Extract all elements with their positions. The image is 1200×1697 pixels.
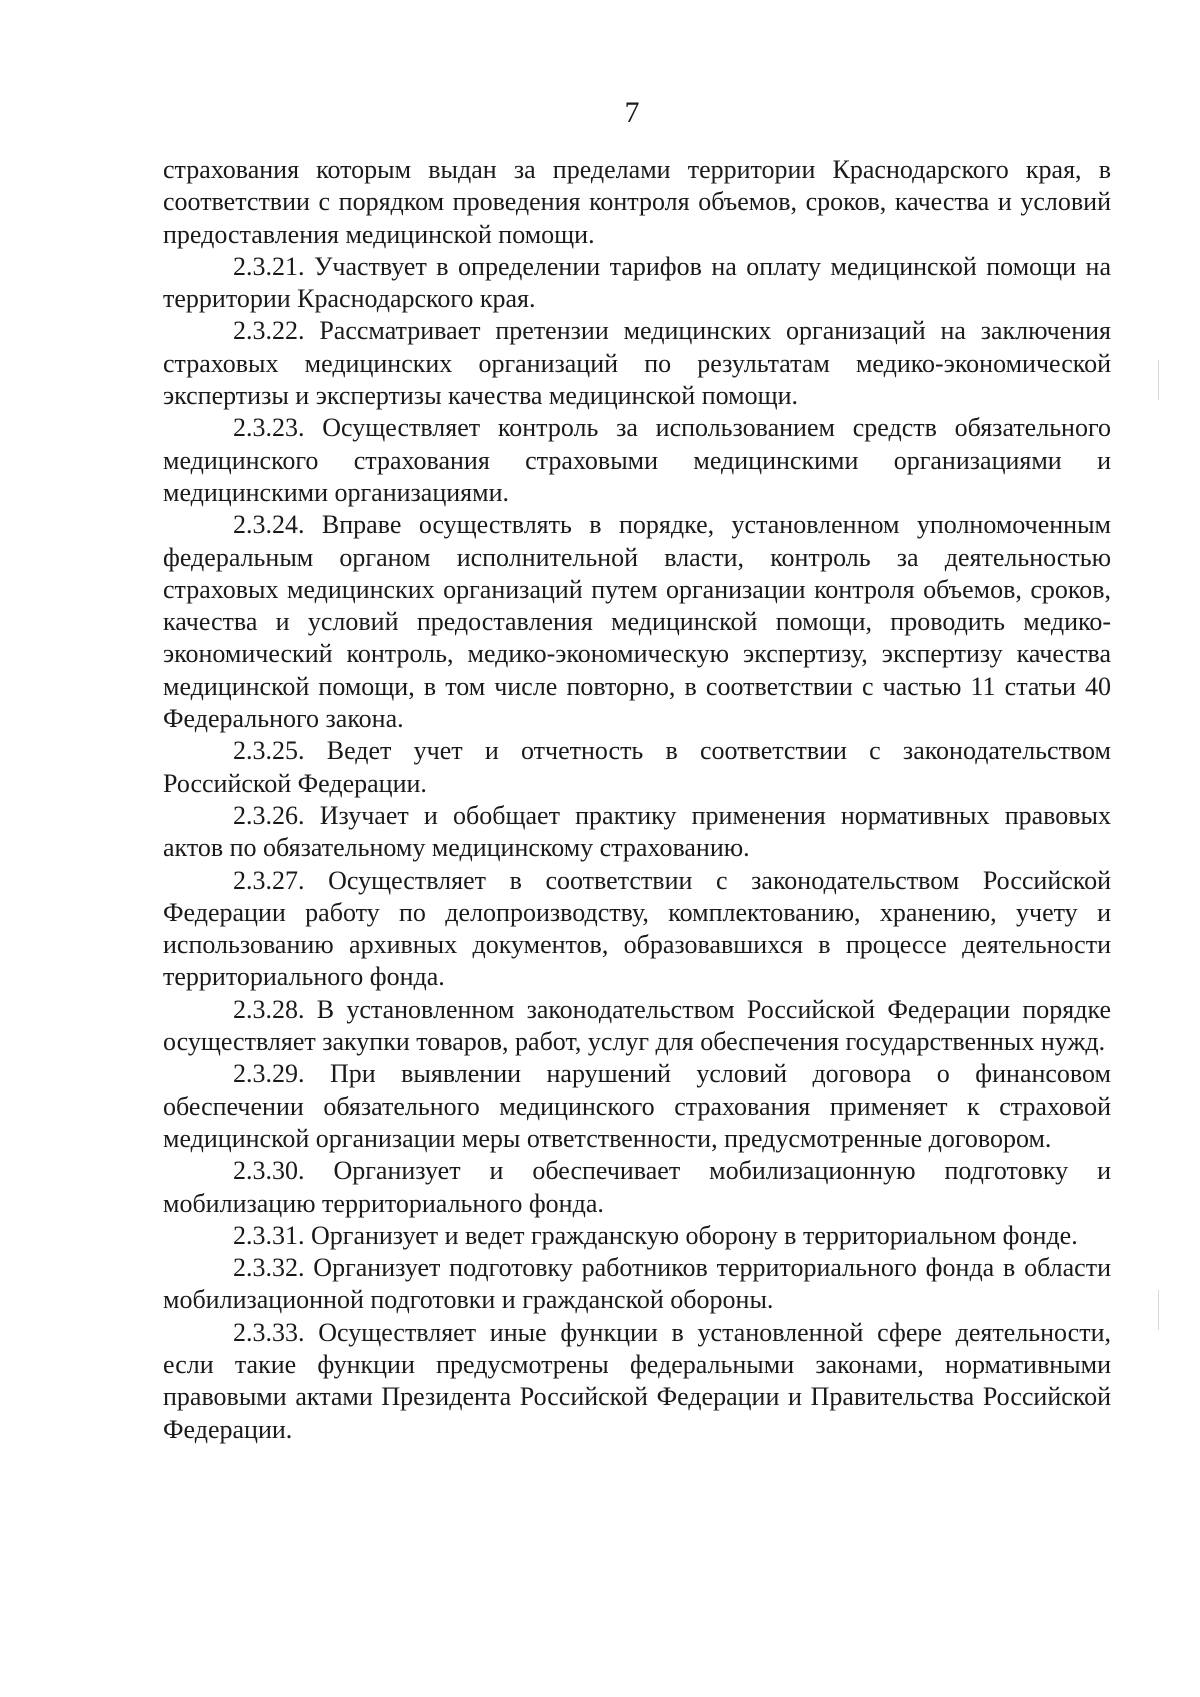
paragraph-2-3-33: 2.3.33. Осуществляет иные функции в установленной сфере деятельности, если такие функции предусмотрены федеральными законами, нормативными правовыми актами Президента Российской Федерации и Правительства Российской Федерации. — [163, 1317, 1111, 1444]
document-body — [163, 154, 1111, 1446]
paragraph-2-3-22: 2.3.22. Рассматривает претензии медицинских организаций на заключения страховых медицинских организаций по результатам медико-экономической экспертизы и экспертизы качества медицинской помощи. — [163, 316, 1111, 411]
paragraph-2-3-21: 2.3.21. Участвует в определении тарифов на оплату медицинской помощи на территории Краснодарского края. — [163, 251, 1111, 314]
paragraph-2-3-31: 2.3.31. Организует и ведет гражданскую оборону в территориальном фонде. — [233, 1220, 1078, 1250]
paragraph-2-3-26: 2.3.26. Изучает и обобщает практику применения нормативных правовых актов по обязательному медицинскому страхованию. — [163, 800, 1111, 863]
paragraph-2-3-25: 2.3.25. Ведет учет и отчетность в соответствии с законодательством Российской Федерации. — [163, 736, 1111, 798]
page-number: 7 — [624, 96, 640, 129]
scan-edge-mark — [1158, 360, 1159, 400]
scan-edge-mark — [1158, 1290, 1159, 1330]
paragraph-2-3-24: 2.3.24. Вправе осуществлять в порядке, установленном уполномоченным федеральным органом исполнительной власти, контроль за деятельностью страховых медицинских организаций путем организации контроля объемов, сроков, качества и условий предоставления медицинской помощи, проводить медико-экономический контроль, медико-экономическую экспертизу, экспертизу качества медицинской помощи, в том числе повторно, в соответствии с частью 11 статьи 40 Федерального закона. — [163, 510, 1111, 734]
paragraph-2-3-29: 2.3.29. При выявлении нарушений условий договора о финансовом обеспечении обязательного медицинского страхования применяет к страховой медицинской организации меры ответственности, предусмотренные договором. — [163, 1059, 1111, 1153]
paragraph-2-3-23: 2.3.23. Осуществляет контроль за использованием средств обязательного медицинского страхования страховыми медицинскими организациями и медицинскими организациями. — [163, 413, 1111, 507]
paragraph-continuation: страхования которым выдан за пределами территории Краснодарского края, в соответствии с порядком проведения контроля объемов, сроков, качества и условий предоставления медицинской помощи. — [163, 155, 1111, 249]
paragraph-2-3-27: 2.3.27. Осуществляет в соответствии с законодательством Российской Федерации работу по делопроизводству, комплектованию, хранению, учету и использованию архивных документов, образовавшихся в процессе деятельности территориального фонда. — [163, 865, 1111, 992]
paragraph-2-3-32: 2.3.32. Организует подготовку работников территориального фонда в области мобилизационной подготовки и гражданской обороны. — [163, 1253, 1111, 1315]
paragraph-2-3-28: 2.3.28. В установленном законодательством Российской Федерации порядке осуществляет закупки товаров, работ, услуг для обеспечения государственных нужд. — [163, 994, 1111, 1057]
paragraph-2-3-30: 2.3.30. Организует и обеспечивает мобилизационную подготовку и мобилизацию территориального фонда. — [163, 1156, 1111, 1218]
